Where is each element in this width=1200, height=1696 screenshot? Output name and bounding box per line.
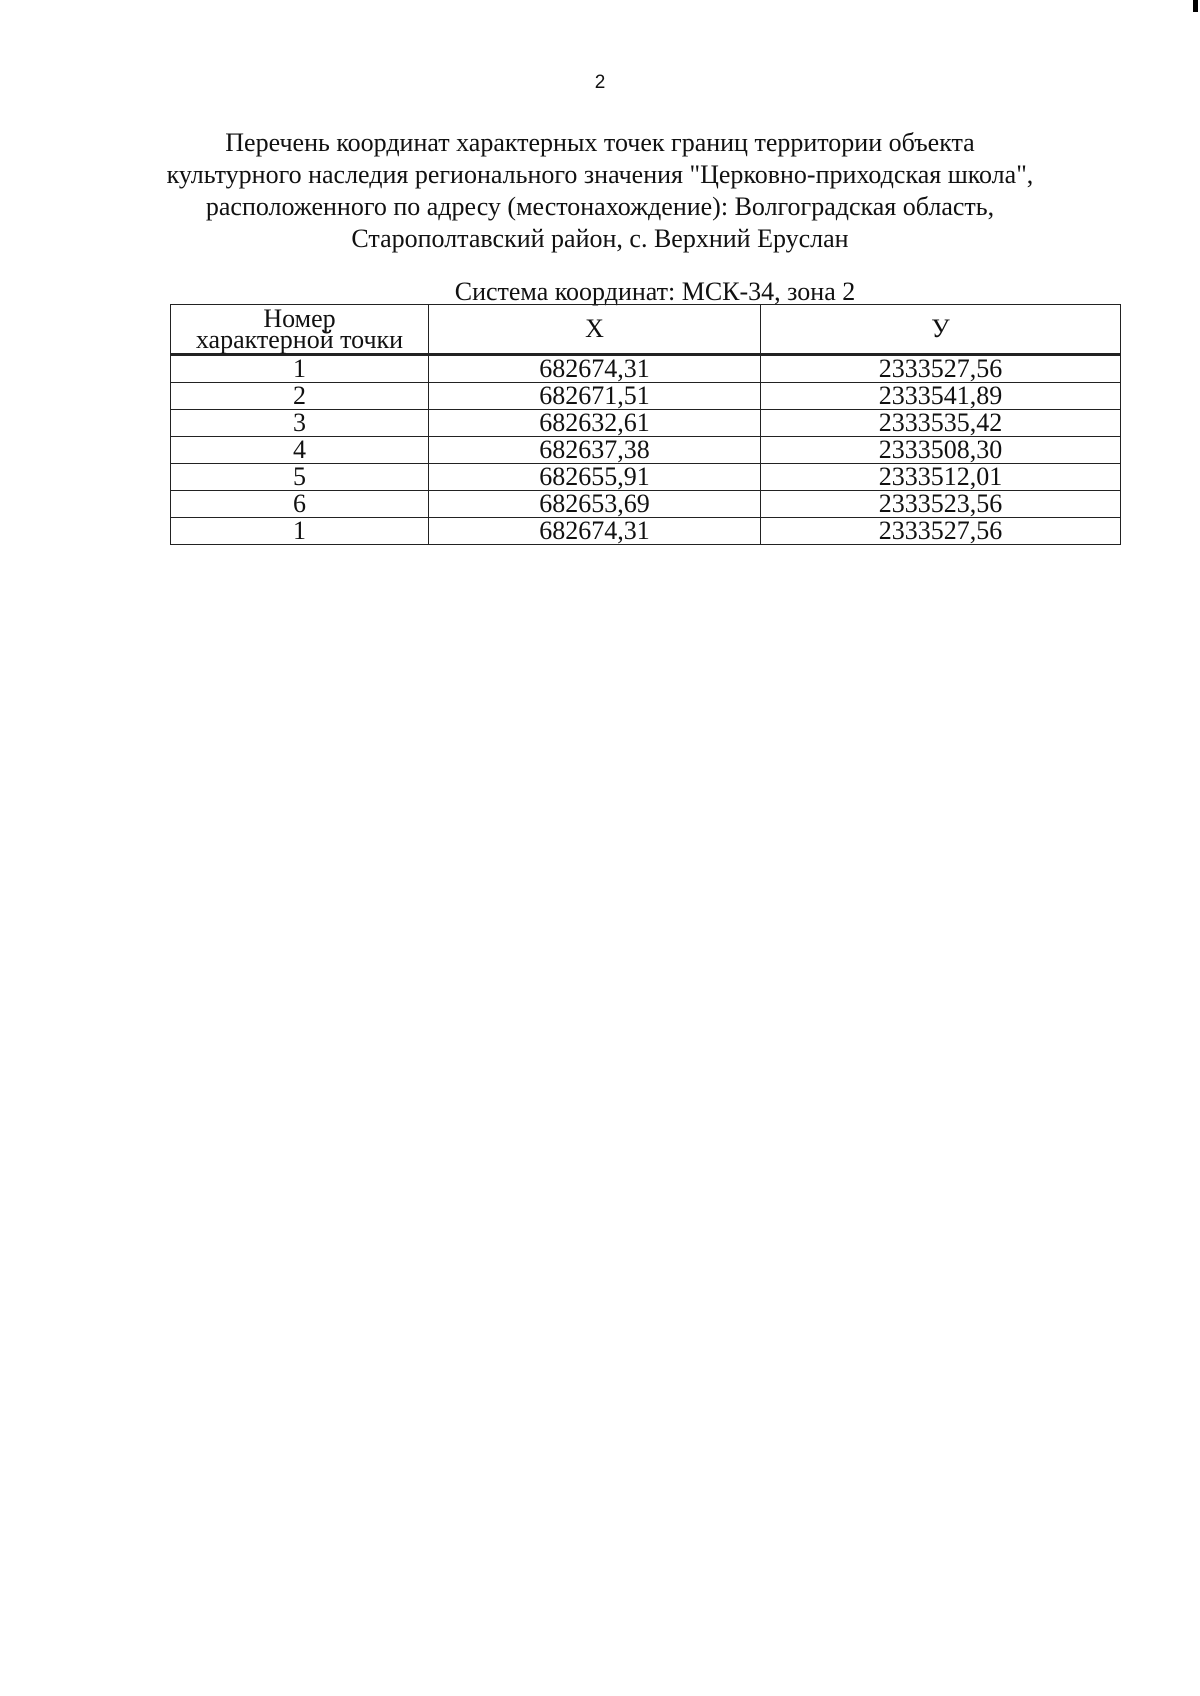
header-point-number xyxy=(171,305,429,355)
cell-x: 682653,69 xyxy=(429,491,761,518)
cell-x: 682655,91 xyxy=(429,464,761,491)
cell-point: 1 xyxy=(171,518,429,545)
document-title xyxy=(100,127,1100,255)
cell-y: 2333535,42 xyxy=(761,410,1121,437)
scan-mark xyxy=(1193,0,1198,12)
cell-y: 2333527,56 xyxy=(761,518,1121,545)
cell-x: 682632,61 xyxy=(429,410,761,437)
table-row xyxy=(171,464,1121,491)
title-line: расположенного по адресу (местонахождение): Волгоградская область, xyxy=(205,192,995,221)
table-row xyxy=(171,491,1121,518)
cell-x: 682637,38 xyxy=(429,437,761,464)
header-point-line1: Номер xyxy=(263,304,336,333)
header-point-line2: характерной точки xyxy=(195,325,404,354)
title-line: культурного наследия регионального значения "Церковно-приходская школа", xyxy=(166,160,1034,189)
coordinate-system-caption: Система координат: МСК-34, зона 2 xyxy=(454,277,856,306)
cell-x: 682671,51 xyxy=(429,383,761,410)
cell-y: 2333527,56 xyxy=(761,355,1121,383)
header-y: У xyxy=(761,305,1121,355)
table-header-row xyxy=(171,305,1121,355)
cell-point: 1 xyxy=(171,355,429,383)
table-row xyxy=(171,410,1121,437)
coordinates-table xyxy=(170,304,1121,545)
cell-point: 2 xyxy=(171,383,429,410)
cell-y: 2333523,56 xyxy=(761,491,1121,518)
cell-point: 5 xyxy=(171,464,429,491)
cell-y: 2333541,89 xyxy=(761,383,1121,410)
cell-x: 682674,31 xyxy=(429,355,761,383)
table-row xyxy=(171,355,1121,383)
cell-point: 4 xyxy=(171,437,429,464)
table-row xyxy=(171,383,1121,410)
page-number: 2 xyxy=(594,72,606,93)
cell-point: 3 xyxy=(171,410,429,437)
title-line: Старополтавский район, с. Верхний Еруслан xyxy=(351,224,849,253)
cell-y: 2333512,01 xyxy=(761,464,1121,491)
table-row xyxy=(171,518,1121,545)
cell-point: 6 xyxy=(171,491,429,518)
header-x: Х xyxy=(429,305,761,355)
cell-y: 2333508,30 xyxy=(761,437,1121,464)
table-row xyxy=(171,437,1121,464)
cell-x: 682674,31 xyxy=(429,518,761,545)
title-line: Перечень координат характерных точек границ территории объекта xyxy=(225,128,975,157)
